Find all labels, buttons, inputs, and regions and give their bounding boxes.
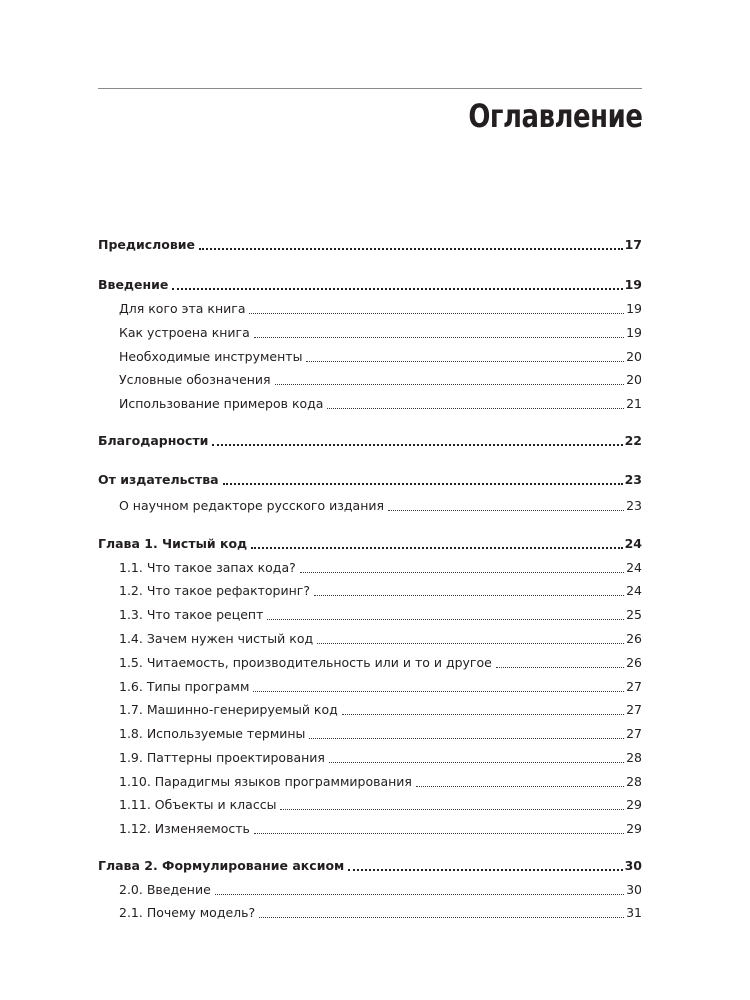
toc-entry-label: 1.10. Парадигмы языков программирования bbox=[119, 774, 412, 789]
toc-entry-1-10[interactable] bbox=[119, 770, 642, 790]
dot-leader bbox=[314, 595, 624, 596]
toc-entry-2-1[interactable] bbox=[119, 901, 642, 921]
dot-leader bbox=[280, 809, 624, 810]
dot-leader bbox=[306, 361, 624, 362]
toc-entry-label: Введение bbox=[98, 277, 169, 292]
toc-entry-1-12[interactable] bbox=[119, 817, 642, 837]
toc-page-number: 19 bbox=[626, 301, 642, 316]
dot-leader bbox=[348, 869, 622, 871]
dot-leader bbox=[275, 384, 625, 385]
toc-page-number: 26 bbox=[626, 655, 642, 670]
dot-leader bbox=[496, 667, 624, 668]
toc-entry-for-whom[interactable] bbox=[119, 297, 642, 317]
toc-entry-label: О научном редакторе русского издания bbox=[119, 498, 385, 513]
toc-entry-2-0[interactable] bbox=[119, 878, 642, 898]
toc-entry-scientific-editor[interactable] bbox=[119, 494, 642, 514]
toc-page-number: 24 bbox=[624, 536, 642, 551]
toc-entry-label: От издательства bbox=[98, 472, 219, 487]
toc-entry-code-examples[interactable] bbox=[119, 392, 642, 412]
toc-entry-label: 1.1. Что такое запах кода? bbox=[119, 560, 296, 575]
toc-page-number: 24 bbox=[626, 560, 642, 575]
toc-entry-book-structure[interactable] bbox=[119, 321, 642, 341]
dot-leader bbox=[259, 917, 624, 918]
dot-leader bbox=[253, 691, 624, 692]
dot-leader bbox=[327, 408, 624, 409]
toc-page-number: 30 bbox=[624, 858, 642, 873]
toc-entry-1-1[interactable] bbox=[119, 556, 642, 576]
toc-entry-label: Предисловие bbox=[98, 237, 196, 252]
toc-page-number: 21 bbox=[626, 396, 642, 411]
toc-entry-label: Условные обозначения bbox=[119, 372, 271, 387]
toc-page-number: 28 bbox=[626, 750, 642, 765]
toc-page-number: 27 bbox=[626, 679, 642, 694]
toc-page-number: 31 bbox=[626, 905, 642, 920]
toc-entry-publisher[interactable] bbox=[98, 468, 642, 488]
toc-page-number: 19 bbox=[624, 277, 642, 292]
toc-entry-label: Глава 2. Формулирование аксиом bbox=[98, 858, 345, 873]
toc-entry-acknowledgments[interactable] bbox=[98, 429, 642, 449]
dot-leader bbox=[317, 643, 624, 644]
toc-entry-label: 1.5. Читаемость, производительность или и то и другое bbox=[119, 655, 492, 670]
toc-page-number: 25 bbox=[626, 607, 642, 622]
toc-page-number: 26 bbox=[626, 631, 642, 646]
toc-entry-label: 1.3. Что такое рецепт bbox=[119, 607, 264, 622]
toc-entry-label: 1.12. Изменяемость bbox=[119, 821, 250, 836]
toc-entry-chapter-1[interactable] bbox=[98, 532, 642, 552]
toc-entry-label: 2.0. Введение bbox=[119, 882, 211, 897]
toc-entry-introduction[interactable] bbox=[98, 273, 642, 293]
dot-leader bbox=[212, 444, 622, 446]
dot-leader bbox=[309, 738, 624, 739]
toc-entry-1-3[interactable] bbox=[119, 603, 642, 623]
dot-leader bbox=[172, 288, 622, 290]
toc-entry-chapter-2[interactable] bbox=[98, 854, 642, 874]
toc-entry-label: 1.2. Что такое рефакторинг? bbox=[119, 583, 310, 598]
toc-entry-conventions[interactable] bbox=[119, 368, 642, 388]
toc-entry-1-6[interactable] bbox=[119, 675, 642, 695]
toc-page-number: 20 bbox=[626, 349, 642, 364]
toc-entry-1-11[interactable] bbox=[119, 793, 642, 813]
toc-page-number: 20 bbox=[626, 372, 642, 387]
toc-entry-1-2[interactable] bbox=[119, 579, 642, 599]
toc-entry-label: 1.4. Зачем нужен чистый код bbox=[119, 631, 314, 646]
toc-page-number: 30 bbox=[626, 882, 642, 897]
dot-leader bbox=[267, 619, 624, 620]
toc-entry-1-5[interactable] bbox=[119, 651, 642, 671]
toc-page-number: 17 bbox=[624, 237, 642, 252]
toc-entry-label: 1.6. Типы программ bbox=[119, 679, 250, 694]
toc-page-number: 27 bbox=[626, 726, 642, 741]
dot-leader bbox=[329, 762, 624, 763]
dot-leader bbox=[300, 572, 624, 573]
toc-page-number: 24 bbox=[626, 583, 642, 598]
toc-entry-1-4[interactable] bbox=[119, 627, 642, 647]
toc-entry-label: 1.7. Машинно-генерируемый код bbox=[119, 702, 338, 717]
toc-entry-label: 1.8. Используемые термины bbox=[119, 726, 306, 741]
page-title: Оглавление bbox=[467, 97, 642, 135]
dot-leader bbox=[215, 894, 624, 895]
toc-entry-1-9[interactable] bbox=[119, 746, 642, 766]
toc-page-number: 19 bbox=[626, 325, 642, 340]
toc-entry-label: Использование примеров кода bbox=[119, 396, 324, 411]
toc-page-number: 23 bbox=[626, 498, 642, 513]
toc-page-number: 22 bbox=[624, 433, 642, 448]
toc-page-number: 29 bbox=[626, 821, 642, 836]
toc-entry-label: Для кого эта книга bbox=[119, 301, 246, 316]
toc-page-number: 27 bbox=[626, 702, 642, 717]
toc-entry-label: 1.9. Паттерны проектирования bbox=[119, 750, 325, 765]
toc-entry-label: Как устроена книга bbox=[119, 325, 250, 340]
toc-entry-tools[interactable] bbox=[119, 345, 642, 365]
toc-entry-label: 2.1. Почему модель? bbox=[119, 905, 256, 920]
dot-leader bbox=[342, 714, 624, 715]
dot-leader bbox=[249, 313, 624, 314]
toc-page-number: 28 bbox=[626, 774, 642, 789]
toc-page-number: 29 bbox=[626, 797, 642, 812]
toc-entry-label: Глава 1. Чистый код bbox=[98, 536, 248, 551]
dot-leader bbox=[254, 337, 624, 338]
toc-page-number: 23 bbox=[624, 472, 642, 487]
dot-leader bbox=[254, 833, 624, 834]
toc-entry-1-7[interactable] bbox=[119, 698, 642, 718]
toc-entry-preface[interactable] bbox=[98, 233, 642, 253]
dot-leader bbox=[199, 248, 623, 250]
toc-entry-label: 1.11. Объекты и классы bbox=[119, 797, 277, 812]
dot-leader bbox=[388, 510, 624, 511]
toc-entry-1-8[interactable] bbox=[119, 722, 642, 742]
dot-leader bbox=[223, 483, 623, 485]
dot-leader bbox=[251, 547, 622, 549]
toc-entry-label: Необходимые инструменты bbox=[119, 349, 303, 364]
toc-entry-label: Благодарности bbox=[98, 433, 209, 448]
dot-leader bbox=[416, 786, 624, 787]
